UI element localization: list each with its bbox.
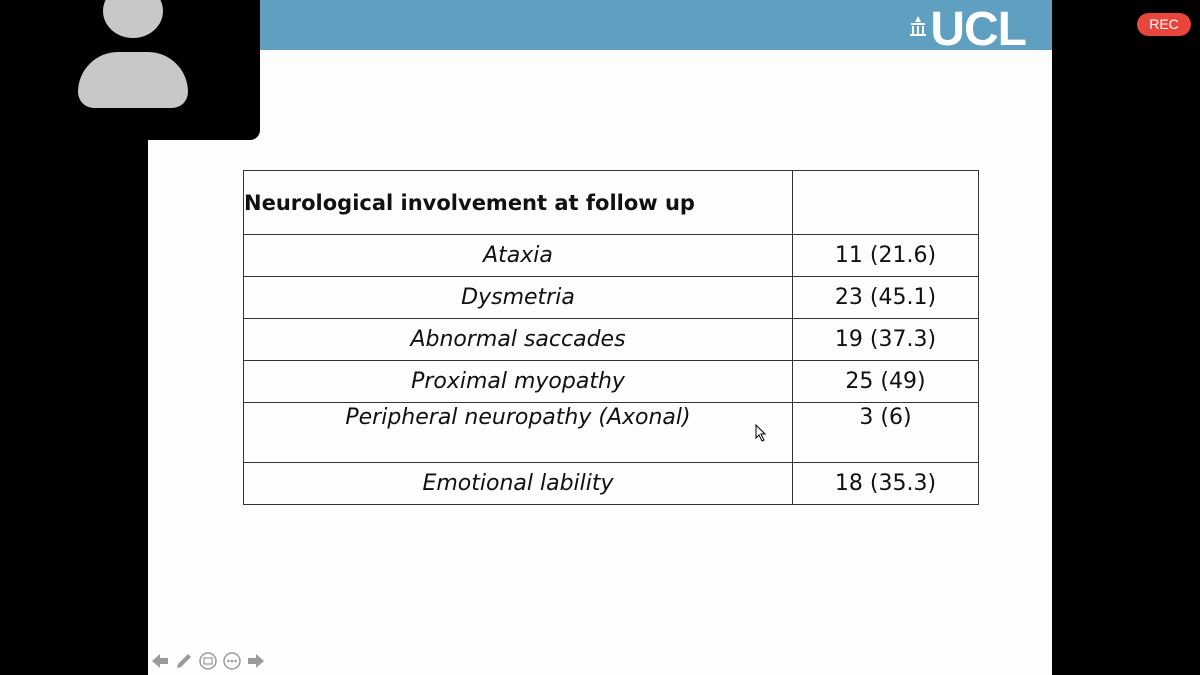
- slides-grid-icon[interactable]: [198, 651, 218, 671]
- ucl-logo: [908, 10, 1026, 50]
- more-options-icon[interactable]: [222, 651, 242, 671]
- row-value: 25 (49): [793, 361, 979, 403]
- row-label: Abnormal saccades: [244, 319, 793, 361]
- ucl-logo-text: UCL: [930, 10, 1026, 50]
- table-header-value-cell: [793, 171, 979, 235]
- participant-video-tile[interactable]: [0, 0, 260, 140]
- row-label: Dysmetria: [244, 277, 793, 319]
- ucl-portico-icon: [908, 14, 928, 38]
- mouse-cursor-icon: [755, 424, 767, 442]
- slide-header-banner: [148, 0, 1052, 50]
- table-row: [244, 361, 979, 403]
- table-row: [244, 277, 979, 319]
- row-label: Emotional lability: [244, 463, 793, 505]
- pen-icon[interactable]: [174, 651, 194, 671]
- row-value: 23 (45.1): [793, 277, 979, 319]
- table-header-row: [244, 171, 979, 235]
- table-row: [244, 319, 979, 361]
- row-value: 19 (37.3): [793, 319, 979, 361]
- row-value: 18 (35.3): [793, 463, 979, 505]
- table-row: [244, 235, 979, 277]
- row-label: Proximal myopathy: [244, 361, 793, 403]
- slideshow-controls: [150, 651, 266, 671]
- table-header-label: Neurological involvement at follow up: [244, 171, 793, 235]
- row-label: Ataxia: [244, 235, 793, 277]
- person-silhouette-body: [78, 52, 188, 108]
- arrow-left-icon[interactable]: [150, 651, 170, 671]
- arrow-right-icon[interactable]: [246, 651, 266, 671]
- recording-badge[interactable]: REC: [1137, 13, 1191, 36]
- row-value: 11 (21.6): [793, 235, 979, 277]
- neurological-involvement-table: [243, 170, 979, 505]
- table-row: [244, 463, 979, 505]
- table-row: [244, 403, 979, 463]
- row-label: Peripheral neuropathy (Axonal): [244, 403, 793, 463]
- person-silhouette-icon: [103, 0, 163, 38]
- row-value: 3 (6): [793, 403, 979, 463]
